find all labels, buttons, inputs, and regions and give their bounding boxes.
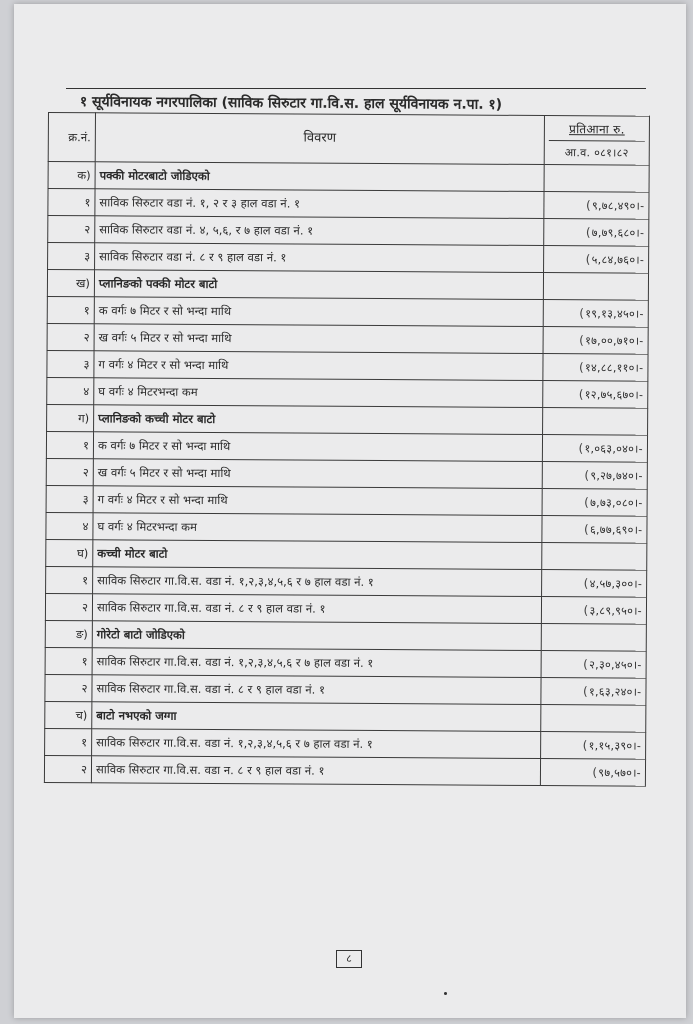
row-sn: २ [48,216,95,243]
rate-table [44,112,650,787]
row-sn: ४ [46,512,93,539]
rate-bracket-mark: ( [585,197,592,212]
row-sn: २ [45,593,92,620]
row-description: साविक सिरुटार वडा नं. ८ र ९ हाल वडा नं. १ [95,243,544,273]
row-sn: घ) [46,539,93,566]
row-description: क वर्गः ७ मिटर र सो भन्दा माथि [93,432,542,462]
rate-bracket-mark: ( [578,440,584,455]
rate-bracket-mark: ( [582,683,589,698]
row-rate [541,651,646,679]
header-fiscal-year: आ.व. ०८१।८२ [564,146,629,160]
row-description: साविक सिरुटार गा.वि.स. वडा नं. १,२,३,४,५,६ र ७ हाल वडा नं. १ [92,648,541,678]
rate-value: १२,७५,६७०।- [584,387,644,402]
table-row [45,674,646,705]
row-description: साविक सिरुटार गा.वि.स. वडा न. ८ र ९ हाल वडा नं. १ [91,756,540,786]
section-row [48,162,649,193]
rate-bracket-mark: ( [583,521,590,536]
row-rate [541,732,646,760]
row-rate [543,408,648,436]
rate-value: ९,७८,४९०।- [591,198,645,213]
row-sn: १ [46,431,93,458]
table-row [46,431,647,462]
rate-value: १४,८८,११०।- [584,360,644,375]
row-description: कच्ची मोटर बाटो [93,540,542,570]
rate-value: ७,७३,०८०।- [590,495,643,510]
row-rate [542,489,647,517]
row-description: साविक सिरुटार वडा नं. ४, ५,६, र ७ हाल वडा नं. १ [95,216,544,246]
title-rule [66,88,646,89]
section-row [45,620,646,651]
rate-bracket-mark: ( [585,224,591,239]
row-sn: च) [45,701,92,728]
row-description: घ वर्गः ४ मिटरभन्दा कम [94,378,543,408]
rate-value: ३,८९,९५०।- [589,603,643,618]
table-row [47,296,648,327]
row-sn: ३ [46,485,93,512]
rate-value: १,६३,२४०।- [588,684,642,699]
table-row [45,593,646,624]
row-description: साविक सिरुटार गा.वि.स. वडा नं. ८ र ९ हाल वडा नं. १ [92,675,541,705]
row-sn: २ [47,323,94,350]
rate-value: १९,१३,४५०।- [585,306,644,321]
row-rate [540,759,645,787]
row-description: साविक सिरुटार गा.वि.स. वडा नं. ८ र ९ हाल वडा नं. १ [92,594,541,624]
rate-bracket-mark: ( [583,575,589,590]
rate-bracket-mark: ( [578,386,584,401]
table-row [45,728,646,759]
table-row [47,323,648,354]
table-row [44,755,645,786]
row-sn: ४ [47,377,94,404]
section-row [47,404,648,435]
table-row [48,243,649,274]
row-rate [542,462,647,490]
row-description: बाटो नभएको जग्गा [92,702,541,732]
row-rate [543,327,648,355]
row-sn: ३ [47,350,94,377]
row-rate [541,597,646,625]
row-sn: ग) [47,404,94,431]
row-sn: १ [48,189,95,216]
row-rate [541,678,646,706]
document-page [14,4,686,1018]
row-description: साविक सिरुटार गा.वि.स. वडा नं. १,२,३,४,५,६ र ७ हाल वडा नं. १ [92,729,541,759]
header-rate [544,116,649,166]
table-row [46,485,647,516]
row-rate [544,246,649,274]
page-mark [444,992,447,995]
row-rate [544,192,649,220]
section-row [46,539,647,570]
rate-value: ४,५७,३००।- [589,576,643,591]
rate-bracket-mark: ( [592,764,598,779]
row-description: ग वर्गः ४ मिटर र सो भन्दा माथि [93,486,542,516]
row-sn: २ [44,755,91,782]
row-description: ग वर्गः ४ मिटर र सो भन्दा माथि [94,351,543,381]
table-row [48,189,649,220]
table-row [47,377,648,408]
row-description: प्लानिङको पक्की मोटर बाटो [94,270,543,300]
rate-bracket-mark: ( [579,305,585,320]
row-sn: ख) [47,270,94,297]
rate-bracket-mark: ( [583,656,589,671]
rate-value: ६,७७,६९०।- [589,522,643,537]
rate-value: २,३०,४५०।- [589,657,642,672]
rate-bracket-mark: ( [583,602,589,617]
row-description: साविक सिरुटार वडा नं. १, २ र ३ हाल वडा नं. १ [95,189,544,219]
row-sn: क) [48,162,95,189]
rate-value: ९,२७,७४०।- [590,468,643,483]
row-sn: १ [47,296,94,323]
table-row [46,458,647,489]
rate-value: १,१५,३९०।- [588,738,642,753]
rate-value: ९७,५७०।- [598,765,642,780]
table-header-row [48,113,649,166]
row-sn: १ [45,647,92,674]
row-description: पक्की मोटरबाटो जोडिएको [95,162,544,192]
header-description: विवरण [95,113,544,165]
header-rate-label: प्रतिआना रु. [549,116,645,142]
rate-value: १७,००,७१०।- [585,333,644,348]
row-description: गोरेटो बाटो जोडिएको [92,621,541,651]
row-description: ख वर्गः ५ मिटर र सो भन्दा माथि [93,459,542,489]
rate-bracket-mark: ( [578,359,585,374]
section-row [45,701,646,732]
rate-bracket-mark: ( [584,494,590,509]
row-rate [542,516,647,544]
rate-value: ७,७९,६८०।- [591,225,645,240]
rate-bracket-mark: ( [585,251,591,266]
row-rate [543,273,648,301]
table-row [46,512,647,543]
row-sn: ३ [48,243,95,270]
table-row [46,566,647,597]
rate-bracket-mark: ( [582,737,588,752]
row-rate [543,300,648,328]
row-description: घ वर्गः ४ मिटरभन्दा कम [93,513,542,543]
row-rate [542,435,647,463]
page-number: ८ [336,950,362,968]
table-row [45,647,646,678]
rate-value: ५,८४,७६०।- [591,252,645,267]
page-title: १ सूर्यविनायक नगरपालिका (साविक सिरुटार गा.वि.स. हाल सूर्यविनायक न.पा. १) [79,93,503,113]
table-row [47,350,648,381]
row-rate [544,165,649,193]
row-sn: १ [46,566,93,593]
row-sn: २ [46,458,93,485]
row-description: प्लानिङको कच्ची मोटर बाटो [94,405,543,435]
rate-bracket-mark: ( [579,332,585,347]
row-rate [544,219,649,247]
row-sn: ङ) [45,620,92,647]
row-rate [543,381,648,409]
row-rate [542,570,647,598]
rate-value: १,०६३,०४०।- [584,441,643,456]
row-description: साविक सिरुटार गा.वि.स. वडा नं. १,२,३,४,५,६ र ७ हाल वडा नं. १ [93,567,542,597]
row-rate [541,624,646,652]
row-rate [542,543,647,571]
row-description: क वर्गः ७ मिटर र सो भन्दा माथि [94,297,543,327]
row-sn: २ [45,674,92,701]
row-rate [543,354,648,382]
row-rate [541,705,646,733]
table-row [48,216,649,247]
row-sn: १ [45,728,92,755]
section-row [47,270,648,301]
rate-bracket-mark: ( [584,467,590,482]
header-sn: क्र.नं. [48,113,95,162]
row-description: ख वर्गः ५ मिटर र सो भन्दा माथि [94,324,543,354]
